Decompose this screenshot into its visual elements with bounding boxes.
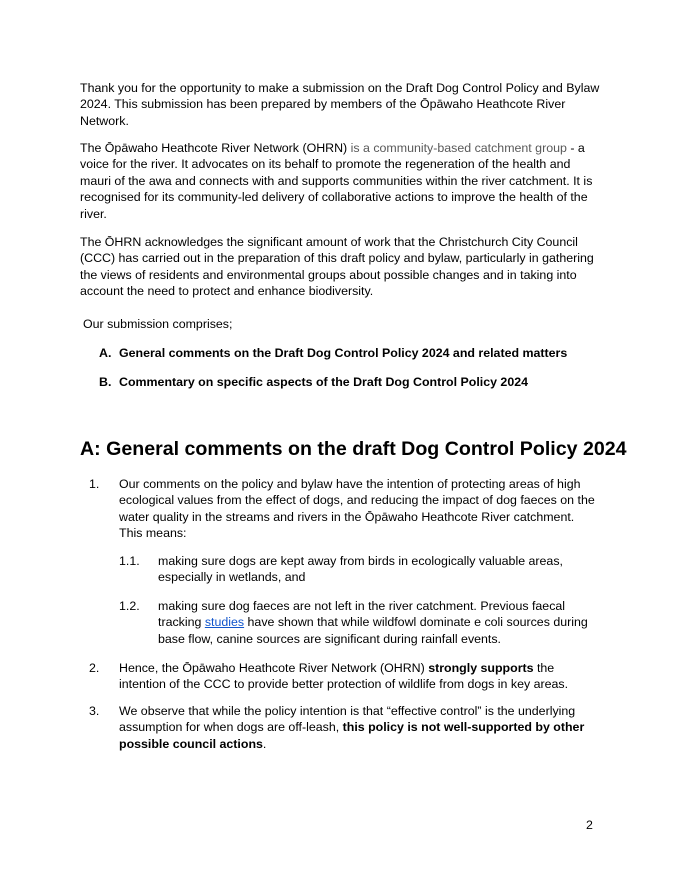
item-text-bold: this policy is not well-supported by other possible council actions [119, 720, 585, 751]
page-number: 2 [586, 818, 593, 832]
item-text-after: . [262, 736, 267, 751]
sub-item-1-1 [119, 553, 599, 586]
item-number: 1. [89, 477, 100, 491]
item-text: Our comments on the policy and bylaw have the intention of protecting areas of high ecological values from the effect of dogs, and reducing the impact of dog faeces on the water quality in the streams and rivers in the Ōpāwaho Heathcote River catchment. This means: [119, 477, 595, 541]
numbered-item-2 [89, 660, 599, 693]
intro-paragraph-1: Thank you for the opportunity to make a submission on the Draft Dog Control Policy and Bylaw 2024. This submission has been prepared by members of the Ōpāwaho Heathcote River Network. [80, 81, 600, 128]
item-text-bold: strongly supports [428, 661, 534, 675]
item-text [158, 598, 599, 647]
item-text: making sure dogs are kept away from birds in ecologically valuable areas, especially in wetlands, and [158, 554, 563, 585]
submission-comprises: Our submission comprises; [83, 317, 233, 331]
sub-item-1-2 [119, 598, 599, 647]
intro-paragraph-3: The ŌHRN acknowledges the significant amount of work that the Christchurch City Council (CCC) has carried out in the preparation of this draft policy and bylaw, particularly in gathering the views of residents and environmental groups about possible changes and in taking into account the need to protect and enhance biodiversity. [80, 235, 594, 299]
numbered-item-3 [89, 703, 599, 752]
section-list-item-b [99, 374, 599, 390]
intro-paragraph-2 [80, 140, 600, 222]
item-text [119, 660, 599, 693]
section-list-item-a [99, 345, 599, 361]
item-text-after: the intention of the CCC to provide better protection of wildlife from dogs in key areas. [119, 661, 569, 692]
intro-paragraph-2-muted: is a community-based catchment group [350, 141, 567, 155]
item-text [119, 703, 599, 752]
item-text-before: We observe that while the policy intention is that “effective control” is the underlying assumption for when dogs are off-leash, [119, 704, 576, 735]
section-list-text: General comments on the Draft Dog Control Policy 2024 and related matters [119, 346, 568, 360]
section-list-letter: A. [99, 346, 112, 360]
item-number: 3. [89, 704, 100, 718]
section-heading: A: General comments on the draft Dog Control Policy 2024 [80, 438, 627, 460]
section-list-text: Commentary on specific aspects of the Draft Dog Control Policy 2024 [119, 375, 528, 389]
numbered-item-1 [89, 476, 599, 542]
intro-paragraph-2-rest: - a voice for the river. It advocates on its behalf to promote the regeneration of the health and mauri of the awa and connects with and supports communities within the river catchment. It is recognised for its community-led delivery of collaborative actions to improve the health of the river. [80, 141, 593, 221]
section-list-letter: B. [99, 375, 112, 389]
item-number: 1.1. [119, 554, 140, 568]
item-number: 2. [89, 661, 100, 675]
item-text-before: Hence, the Ōpāwaho Heathcote River Network (OHRN) [119, 661, 429, 675]
intro-paragraph-2-start: The Ōpāwaho Heathcote River Network (OHRN) [80, 141, 351, 155]
item-text-before: making sure dog faeces are not left in the river catchment. Previous faecal tracking [158, 599, 566, 630]
item-text-after: have shown that while wildfowl dominate e coli sources during base flow, canine sources are significant during rainfall events. [158, 615, 588, 646]
item-number: 1.2. [119, 599, 140, 613]
studies-link[interactable]: studies [204, 615, 245, 630]
